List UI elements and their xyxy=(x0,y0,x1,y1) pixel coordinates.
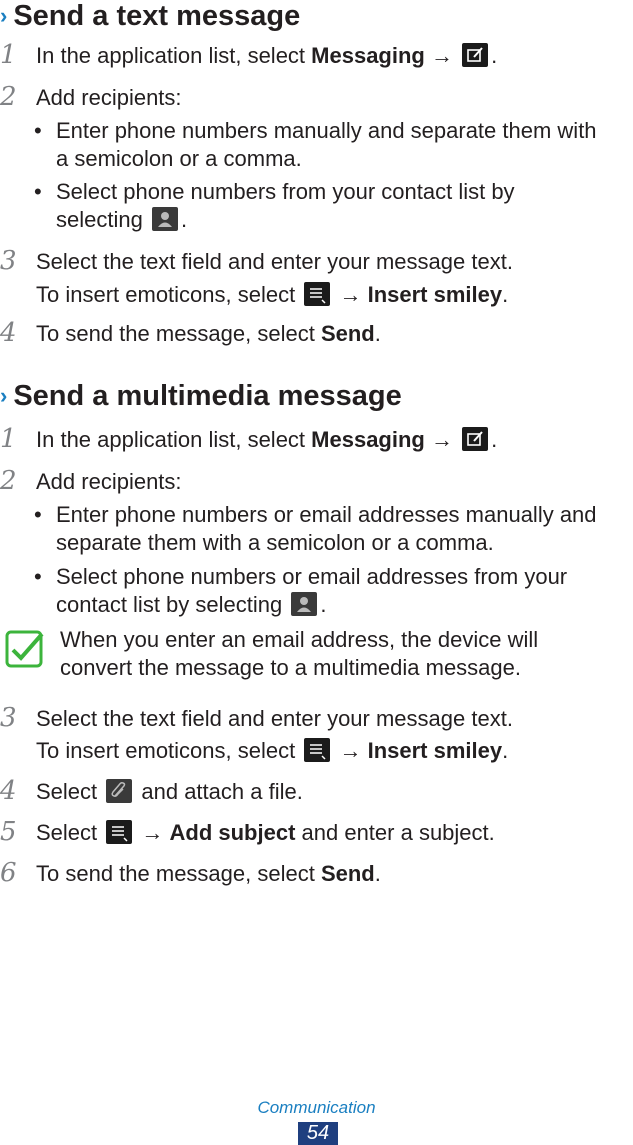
bullet-text: Select phone numbers or email addresses from your xyxy=(56,564,568,589)
page-number: 54 xyxy=(298,1122,338,1145)
bullet-dot: • xyxy=(34,502,42,527)
step-text: Add recipients: xyxy=(36,469,182,494)
step-text: Select the text field and enter your message text. xyxy=(36,249,513,274)
attach-icon xyxy=(106,779,132,803)
step-number: 2 xyxy=(0,466,17,496)
footer-section-name: Communication xyxy=(257,1098,376,1117)
menu-icon xyxy=(304,738,330,762)
step-number: 5 xyxy=(0,817,17,847)
step-number: 4 xyxy=(0,776,17,806)
chevron-icon: › xyxy=(0,3,8,28)
section-title-multimedia-message: › Send a multimedia message xyxy=(0,380,402,412)
contact-icon xyxy=(291,592,317,616)
step-text: Select → Add subject and enter a subject. xyxy=(36,820,495,845)
bullet-dot: • xyxy=(34,179,42,204)
bullet-text: Enter phone numbers manually and separate them with xyxy=(56,118,597,143)
bullet-dot: • xyxy=(34,564,42,589)
compose-icon xyxy=(462,427,488,451)
step-number: 3 xyxy=(0,703,17,733)
chevron-icon: › xyxy=(0,383,8,408)
step-number: 4 xyxy=(0,318,17,348)
bullet-dot: • xyxy=(34,118,42,143)
step-text: In the application list, select Messaging → . xyxy=(36,43,498,68)
menu-icon xyxy=(304,282,330,306)
step-number: 1 xyxy=(0,40,17,70)
note-text: When you enter an email address, the device will xyxy=(60,627,539,652)
step-number: 1 xyxy=(0,424,17,454)
step-text: Select and attach a file. xyxy=(36,779,303,804)
bullet-text: selecting . xyxy=(56,207,188,232)
step-text: In the application list, select Messaging → . xyxy=(36,427,498,452)
bullet-text: contact list by selecting . xyxy=(56,592,327,617)
menu-icon xyxy=(106,820,132,844)
step-text: Add recipients: xyxy=(36,85,182,110)
step-number: 2 xyxy=(0,82,17,112)
step-subtext: To insert emoticons, select → Insert smiley. xyxy=(36,738,509,763)
bullet-text: Enter phone numbers or email addresses manually and xyxy=(56,502,597,527)
bullet-text: separate them with a semicolon or a comma. xyxy=(56,530,494,555)
step-text: To send the message, select Send. xyxy=(36,321,381,346)
section-title-text-message: › Send a text message xyxy=(0,0,301,32)
step-subtext: To insert emoticons, select → Insert smiley. xyxy=(36,282,509,307)
step-text: Select the text field and enter your message text. xyxy=(36,706,513,731)
bullet-text: a semicolon or a comma. xyxy=(56,146,302,171)
note-check-icon xyxy=(4,628,46,670)
step-text: To send the message, select Send. xyxy=(36,861,381,886)
step-number: 6 xyxy=(0,858,17,888)
compose-icon xyxy=(462,43,488,67)
bullet-text: Select phone numbers from your contact list by xyxy=(56,179,515,204)
note-text: convert the message to a multimedia message. xyxy=(60,655,522,680)
step-number: 3 xyxy=(0,246,17,276)
contact-icon xyxy=(152,207,178,231)
